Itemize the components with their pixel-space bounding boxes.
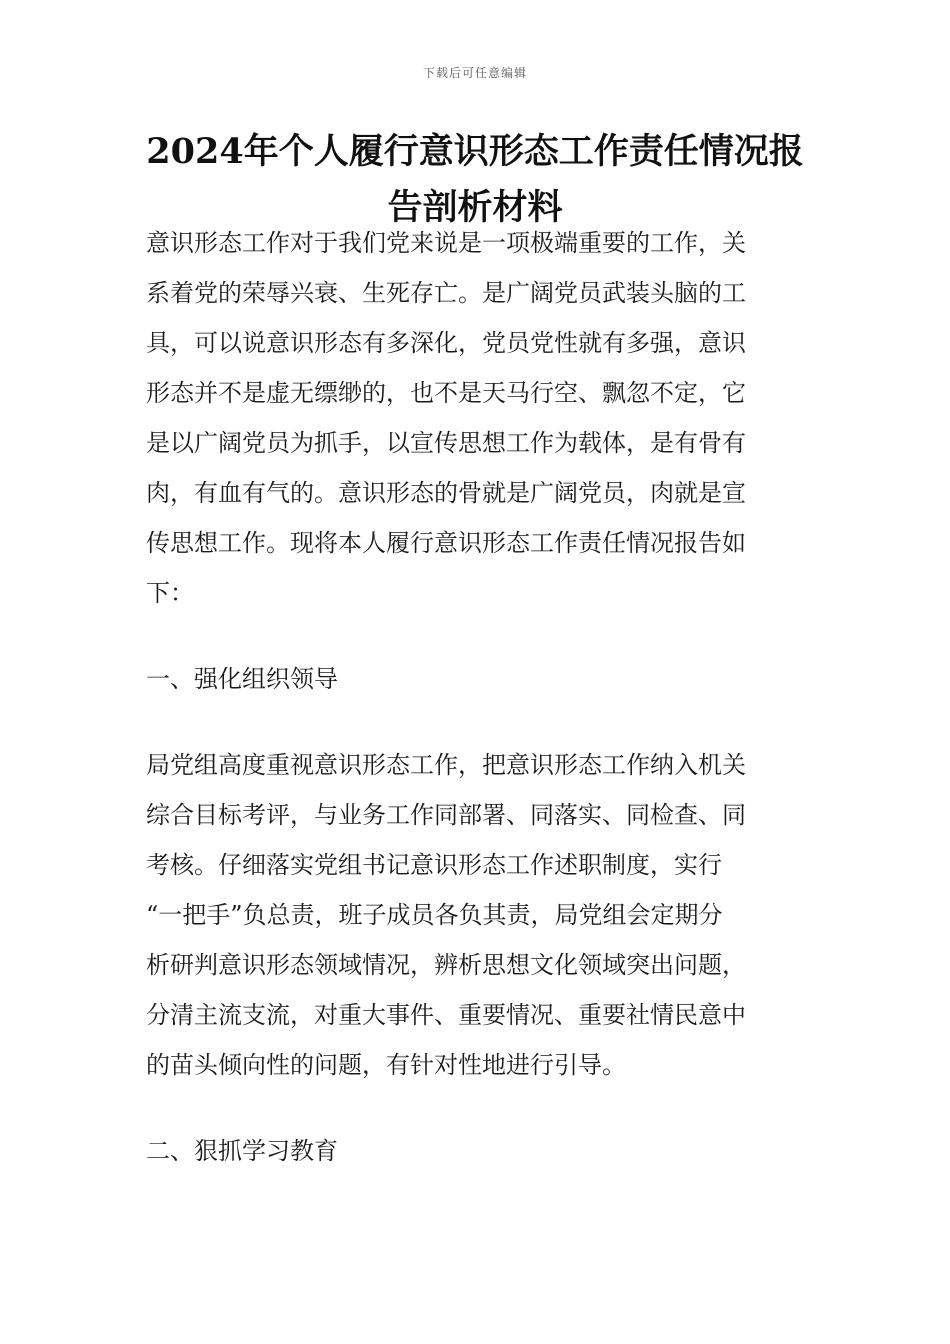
section-heading-1: 一、强化组织领导 <box>146 665 338 693</box>
text-line: 具，可以说意识形态有多深化，党员党性就有多强，意识 <box>146 329 746 357</box>
text-line: 形态并不是虚无缥缈的，也不是天马行空、飘忽不定，它 <box>146 379 746 407</box>
intro-paragraph <box>146 218 806 618</box>
page-header-note: 下载后可任意编辑 <box>422 66 527 80</box>
text-line: 下： <box>146 579 194 607</box>
title-line: 2024年个人履行意识形态工作责任情况报 <box>146 131 804 172</box>
text-line: 肉，有血有气的。意识形态的骨就是广阔党员，肉就是宣 <box>146 479 746 507</box>
text-line: 局党组高度重视意识形态工作，把意识形态工作纳入机关 <box>146 751 746 779</box>
text-line: 的苗头倾向性的问题，有针对性地进行引导。 <box>146 1051 626 1079</box>
document-body <box>146 218 806 1176</box>
text-line: 是以广阔党员为抓手，以宣传思想工作为载体，是有骨有 <box>146 429 746 457</box>
text-line: 传思想工作。现将本人履行意识形态工作责任情况报告如 <box>146 529 746 557</box>
title-line: 告剖析材料 <box>387 187 563 228</box>
text-line: 分清主流支流，对重大事件、重要情况、重要社情民意中 <box>146 1001 746 1029</box>
section-heading-2: 二、狠抓学习教育 <box>146 1137 338 1165</box>
section-1-paragraph <box>146 740 806 1090</box>
text-line: 析研判意识形态领域情况，辨析思想文化领域突出问题， <box>146 951 746 979</box>
text-line: 考核。仔细落实党组书记意识形态工作述职制度，实行 <box>146 851 722 879</box>
text-line: “一把手”负总责，班子成员各负其责，局党组会定期分 <box>146 901 723 929</box>
text-line: 意识形态工作对于我们党来说是一项极端重要的工作，关 <box>146 229 746 257</box>
text-line: 系着党的荣辱兴衰、生死存亡。是广阔党员武装头脑的工 <box>146 279 746 307</box>
text-line: 综合目标考评，与业务工作同部署、同落实、同检查、同 <box>146 801 746 829</box>
